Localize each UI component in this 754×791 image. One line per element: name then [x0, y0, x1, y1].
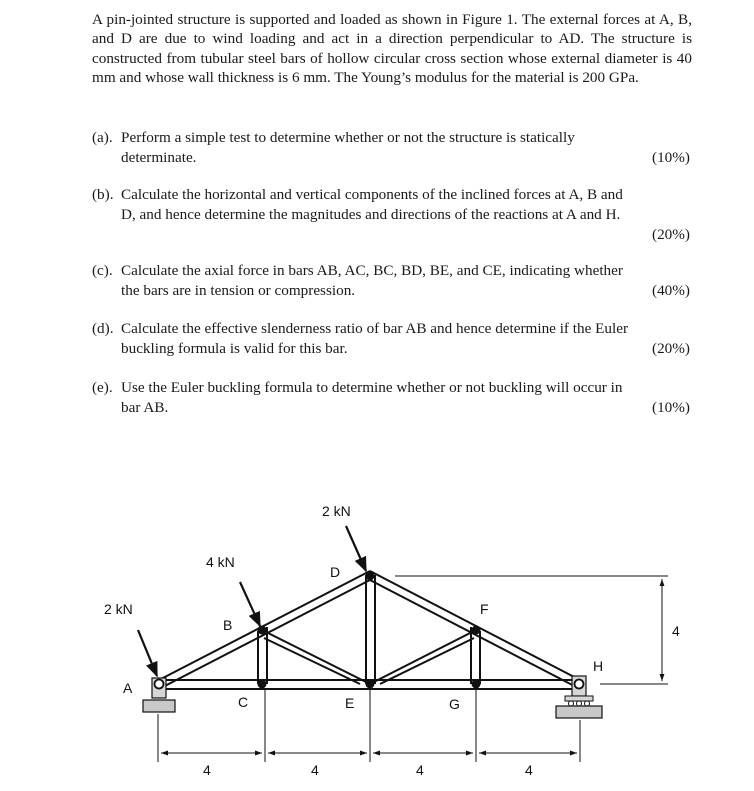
truss-joints [258, 572, 481, 689]
joint-c [258, 680, 267, 689]
top-chord-left [159, 571, 370, 680]
dimension-label-height: 4 [672, 623, 680, 639]
node-label-b: B [223, 617, 233, 633]
dimension-label-2: 4 [311, 762, 319, 778]
part-marks: (10%) [652, 399, 690, 416]
load-arrow-a [138, 630, 157, 676]
part-text: Use the Euler buckling formula to determine whether or not buckling will occur in bar AB. [121, 379, 623, 416]
load-arrow-d [346, 526, 366, 571]
part-marks: (20%) [652, 226, 690, 243]
joint-e [366, 680, 375, 689]
part-label: (a). [92, 129, 113, 146]
part-text: Perform a simple test to determine whether or not the structure is statically determinate. [121, 129, 575, 166]
node-label-h: H [593, 658, 604, 674]
load-arrow-b [240, 582, 260, 626]
dimension-extension-lines [158, 576, 668, 762]
dimension-label-1: 4 [203, 762, 211, 778]
part-label: (d). [92, 320, 114, 337]
part-label: (c). [92, 262, 113, 279]
load-label-a: 2 kN [104, 601, 133, 617]
load-label-d: 2 kN [322, 503, 351, 519]
part-text: Calculate the axial force in bars AB, AC, BC, BD, BE, and CE, indicating whether the bars are in tension or compression. [121, 262, 623, 299]
part-marks: (40%) [652, 282, 690, 299]
node-label-a: A [123, 680, 133, 696]
part-marks: (20%) [652, 340, 690, 357]
problem-intro: A pin-jointed structure is supported and loaded as shown in Figure 1. The external forces at A, B, and D are due to wind loading and act in a direction perpendicular to AD. The structure is constructed from tubular steel bars of hollow circular cross section whose external diameter is 40 mm and whose wall thickness is 6 mm. The Young’s modulus for the material is 200 GPa. [92, 11, 692, 87]
load-label-b: 4 kN [206, 554, 235, 570]
part-text: Calculate the horizontal and vertical components of the inclined forces at A, B and D, and hence determine the magnitudes and directions of the reactions at A and H. [121, 186, 623, 223]
dimension-label-3: 4 [416, 762, 424, 778]
joint-f [472, 626, 481, 635]
member-ef-inner [380, 638, 474, 684]
node-label-f: F [480, 601, 489, 617]
part-label: (b). [92, 186, 114, 203]
joint-b [258, 626, 267, 635]
node-label-g: G [449, 696, 460, 712]
node-label-e: E [345, 695, 355, 711]
dimension-label-4: 4 [525, 762, 533, 778]
part-label: (e). [92, 379, 113, 396]
roller-support-h [556, 676, 602, 718]
joint-d [366, 572, 375, 581]
node-label-d: D [330, 564, 341, 580]
top-chord-right [370, 571, 580, 680]
member-be-inner [264, 638, 360, 684]
member-be [262, 630, 370, 684]
member-ef [370, 630, 476, 684]
node-label-c: C [238, 694, 249, 710]
part-marks: (10%) [652, 149, 690, 166]
joint-g [472, 680, 481, 689]
part-text: Calculate the effective slenderness ratio of bar AB and hence determine if the Euler buckling formula is valid for this bar. [121, 320, 629, 357]
